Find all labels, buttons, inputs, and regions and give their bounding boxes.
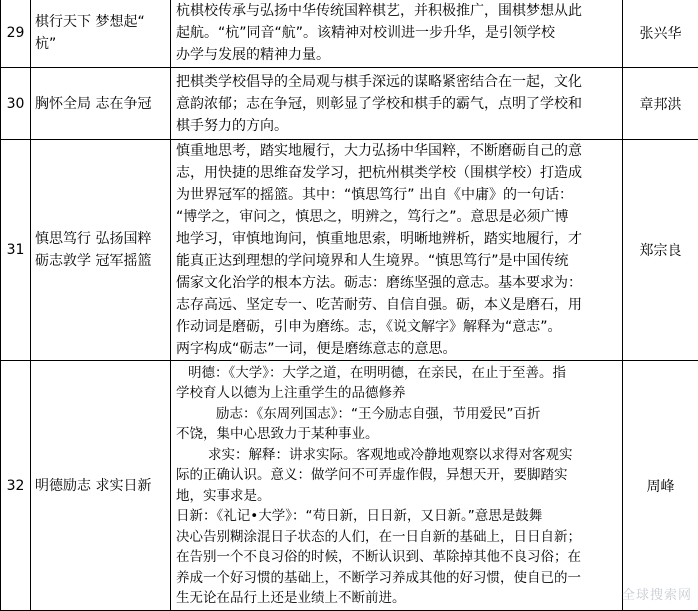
author-name: 郑宗良 — [623, 140, 698, 361]
row-number: 30 — [1, 68, 31, 140]
author-name: 张兴华 — [623, 0, 698, 68]
table-row — [1, 140, 698, 361]
slogan-title: 慎思笃行 弘扬国粹 砺志敦学 冠军摇篮 — [31, 140, 171, 361]
slogan-title: 明德励志 求实日新 — [31, 361, 171, 611]
slogan-explanation: 杭棋校传承与弘扬中华传统国粹棋艺，并积极推广，围棋梦想从此 起航。“杭”同音“航”。该精神对校训进一步升华，是引领学校 办学与发展的精神力量。 — [171, 0, 623, 68]
author-name: 章邦洪 — [623, 68, 698, 140]
table-row — [1, 0, 698, 68]
author-name: 周峰 — [623, 361, 698, 611]
slogan-explanation: 慎重地思考，踏实地履行，大力弘扬中华国粹，不断磨砺自己的意 志，用快捷的思维奋发学习，把杭州棋类学校（围棋学校）打造成 为世界冠军的摇篮。其中：“慎思笃行” 出自《中庸》的一句话： “博学之，审问之，慎思之，明辨之，笃行之”。意思是必须广博 地学习，审慎地询问，慎重地思索，明晰地辨析，踏实地履行，才 能真正达到理想的学问境界和人生境界。“慎思笃行”是中国传统 儒家文化治学的根本方法。砺志：磨练坚强的意志。基本要求为： 志存高远、坚定专一、吃苦耐劳、自信自强。砺，本义是磨石，用 作动词是磨砺，引申为磨练。志，《说文解字》解释为“意志”。 两字构成“砺志”一词，便是磨练意志的意思。 — [171, 140, 623, 361]
table-row — [1, 68, 698, 140]
row-number: 31 — [1, 140, 31, 361]
table-row — [1, 361, 698, 611]
site-watermark: 全球搜索网 — [622, 584, 692, 603]
slogan-explanation: 把棋类学校倡导的全局观与棋手深远的谋略紧密结合在一起，文化 意韵浓郁；志在争冠，则彰显了学校和棋手的霸气，点明了学校和 棋手努力的方向。 — [171, 68, 623, 140]
slogan-explanation: 明德：《大学》：大学之道，在明明德，在亲民，在止于至善。指 学校育人以德为上注重学生的品德修养 励志：《东周列国志》：“王今励志自强，节用爱民”百折 不饶，集中心思致力于某种事业。 求实：解释：讲求实际。客观地或冷静地观察以求得对客观实 际的正确认识。意义：做学问不可弄虚作假，异想天开，要脚踏实 地，实事求是。 日新：《礼记•大学》：“苟日新，日日新，又日新。”意思是鼓舞 决心告别糊涂混日子状态的人们，在一日自新的基础上，日日自新； 在告别一个不良习俗的时候，不断认识到、革除掉其他不良习俗；在 养成一个好习惯的基础上，不断学习养成其他的好习惯，使自已的一 生无论在品行上还是业绩上不断前进。 — [171, 361, 623, 611]
slogan-title: 胸怀全局 志在争冠 — [31, 68, 171, 140]
row-number: 29 — [1, 0, 31, 68]
row-number: 32 — [1, 361, 31, 611]
slogan-title: 棋行天下 梦想起“ 杭” — [31, 0, 171, 68]
